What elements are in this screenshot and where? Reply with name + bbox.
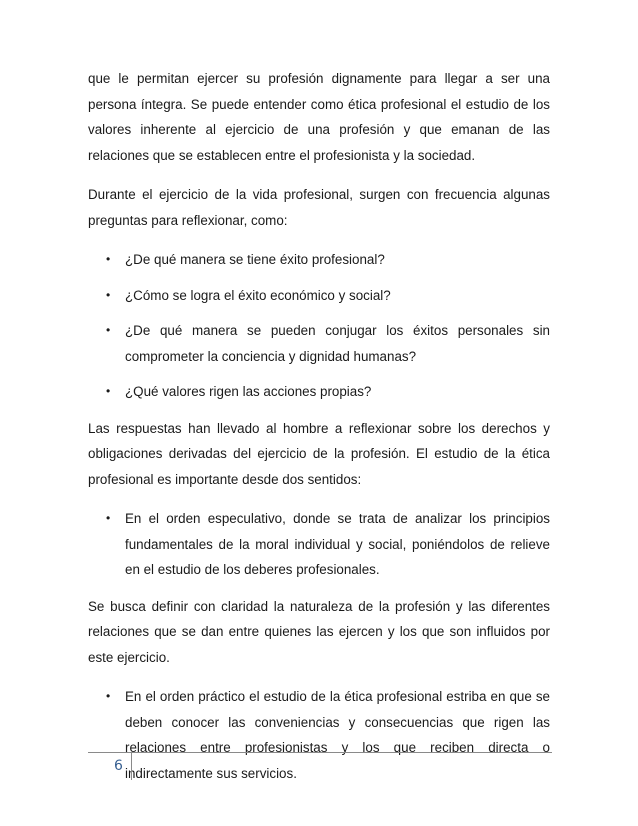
practical-list (88, 684, 550, 786)
bullet-icon: • (106, 689, 111, 703)
paragraph-answers: Las respuestas han llevado al hombre a reflexionar sobre los derechos y obligaciones derivadas del ejercicio de la profesión. El estudio de la ética profesional es importante desde dos sentidos: (88, 420, 550, 487)
paragraph-reflection-intro: Durante el ejercicio de la vida profesional, surgen con frecuencia algunas preguntas para reflexionar, como: (88, 187, 550, 228)
list-item-text: ¿De qué manera se pueden conjugar los éxitos personales sin comprometer la conciencia y dignidad humanas? (125, 323, 550, 364)
list-item (88, 318, 550, 369)
list-item-text: En el orden especulativo, donde se trata de analizar los principios fundamentales de la moral individual y social, poniéndolos de relieve en el estudio de los deberes profesionales. (125, 511, 550, 577)
list-item (88, 283, 550, 309)
list-item-text: En el orden práctico el estudio de la ética profesional estriba en que se deben conocer las conveniencias y consecuencias que rigen las relaciones entre profesionistas y los que reciben directa o indirectamente sus servicios. (125, 689, 550, 781)
bullet-icon: • (106, 323, 111, 337)
page-number: 6 (114, 758, 123, 774)
paragraph-professional-ethics-definition: que le permitan ejercer su profesión dignamente para llegar a ser una persona íntegra. Se puede entender como ética profesional el estudio de los valores inherente al ejercicio de una profesión y que emanan de las relaciones que se establecen entre el profesionista y la sociedad. (88, 71, 550, 163)
bullet-icon: • (106, 252, 111, 266)
list-item (88, 247, 550, 273)
questions-list (88, 247, 550, 405)
page-number-divider (131, 752, 132, 780)
bullet-icon: • (106, 287, 111, 302)
list-item (88, 506, 550, 583)
paragraph-profession-nature: Se busca definir con claridad la naturaleza de la profesión y las diferentes relaciones que se dan entre quienes las ejercen y los que son influidos por este ejercicio. (88, 598, 550, 665)
list-item-text: ¿Qué valores rigen las acciones propias? (125, 384, 372, 399)
footer-divider (88, 752, 552, 753)
page-body (88, 66, 550, 797)
list-item (88, 684, 550, 786)
list-item-text: ¿Cómo se logra el éxito económico y social? (125, 287, 391, 303)
speculative-list (88, 506, 550, 583)
list-item-text: ¿De qué manera se tiene éxito profesional? (125, 252, 385, 267)
list-item (88, 379, 550, 405)
bullet-icon: • (106, 384, 111, 398)
bullet-icon: • (106, 511, 111, 525)
